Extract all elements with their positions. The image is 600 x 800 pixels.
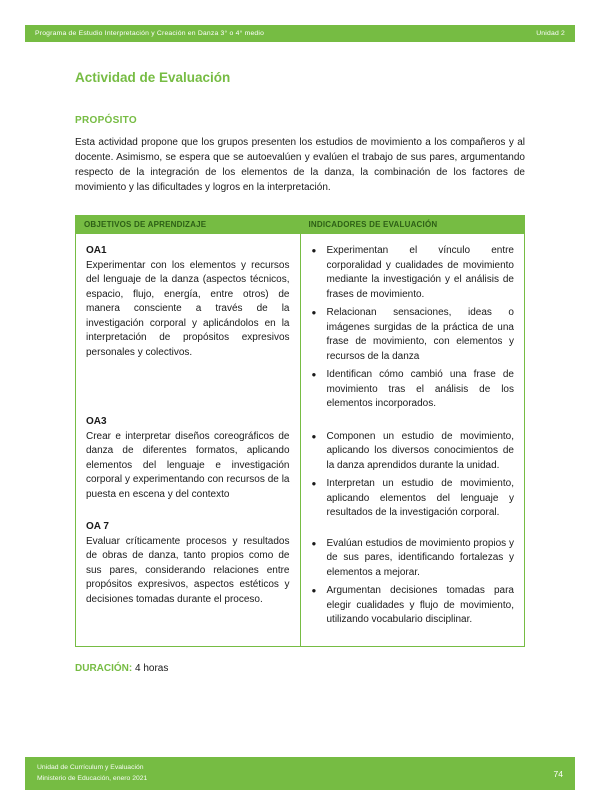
column-header-indicadores: INDICADORES DE EVALUACIÓN xyxy=(300,216,525,234)
indicator-item: ● Componen un estudio de movimiento, aplicando los diversos conocimientos de la danza aprendidos durante la unidad. xyxy=(311,430,515,474)
oa1-text: Experimentar con los elementos y recursos del lenguaje de la danza (aspectos técnicos, espacio, flujo, energía, entre otros) de manera consciente a través de la investigación corporal y aplicándolos en la interpretación de propósitos expresivos personales y colectivos. xyxy=(86,259,290,358)
oa1-code: OA1 xyxy=(86,245,107,256)
indicator-item: ● Evalúan estudios de movimiento propios y de sus pares, identificando fortalezas y elementos a mejorar. xyxy=(311,537,515,581)
table-header-row xyxy=(76,216,525,234)
oa7-text: Evaluar críticamente procesos y resultados de obras de danza, tanto propios como de sus pares, considerando relaciones entre propósitos expresivos, aspectos estéticos y decisiones tomadas durante el proceso. xyxy=(86,535,290,605)
oa3-code: OA3 xyxy=(86,416,107,427)
indicator-group-1 xyxy=(311,244,515,412)
footer-credits xyxy=(37,763,147,783)
indicators-cell xyxy=(300,234,525,647)
page-header-bar xyxy=(25,25,575,42)
header-program-title: Programa de Estudio Interpretación y Creación en Danza 3° o 4° medio xyxy=(35,30,265,37)
page-title: Actividad de Evaluación xyxy=(75,70,231,85)
header-unit-label: Unidad 2 xyxy=(536,30,565,37)
page-number: 74 xyxy=(553,768,563,779)
indicator-item: ● Identifican cómo cambió una frase de movimiento tras el análisis de los elementos incorporados. xyxy=(311,368,515,412)
indicator-item: ● Relacionan sensaciones, ideas o imágenes surgidas de la práctica de una frase de movimiento, con elementos y recursos de la danza xyxy=(311,306,515,364)
oa-indicators-table xyxy=(75,215,525,647)
footer-ministry-line: Ministerio de Educación, enero 2021 xyxy=(37,774,148,782)
oa-block-oa7 xyxy=(86,520,290,607)
footer-unit-line: Unidad de Currículum y Evaluación xyxy=(37,764,144,772)
oa-block-oa3 xyxy=(86,415,290,502)
indicator-item: ● Interpretan un estudio de movimiento, aplicando elementos del lenguaje y resultados de la investigación corporal. xyxy=(311,477,515,521)
duration-value: 4 horas xyxy=(132,662,169,674)
page-footer-bar xyxy=(25,757,575,790)
indicator-item: ● Argumentan decisiones tomadas para elegir cualidades y flujo de movimiento, utilizando vocabulario disciplinar. xyxy=(311,584,515,628)
indicator-group-2 xyxy=(311,430,515,521)
indicator-group-3 xyxy=(311,537,515,628)
oa7-code: OA 7 xyxy=(86,521,109,532)
oa-block-oa1 xyxy=(86,244,290,360)
oa3-text: Crear e interpretar diseños coreográficos de danza de diferentes formatos, aplicando elementos del lenguaje e investigación corporal y experimentando con recursos de la puesta en escena y del contexto xyxy=(86,430,290,500)
proposito-paragraph: Esta actividad propone que los grupos presenten los estudios de movimiento a los compañeros y al docente. Asimismo, se espera que se autoevalúen y evalúen el trabajo de sus pares, argumentando respecto de la integración de los elementos de la danza, la combinación de los factores de movimiento y las dificultades y logros en la interpretación. xyxy=(75,137,525,193)
content-area xyxy=(75,70,525,674)
proposito-label: PROPÓSITO xyxy=(75,115,137,126)
objectives-cell xyxy=(76,234,301,647)
indicator-item: ● Experimentan el vínculo entre corporalidad y cualidades de movimiento mediante la investigación y el análisis de frases de movimiento. xyxy=(311,244,515,302)
table-body-row xyxy=(76,234,525,647)
duration-label: DURACIÓN: xyxy=(75,662,133,674)
column-header-objetivos: OBJETIVOS DE APRENDIZAJE xyxy=(76,216,301,234)
duration-line xyxy=(75,663,525,674)
